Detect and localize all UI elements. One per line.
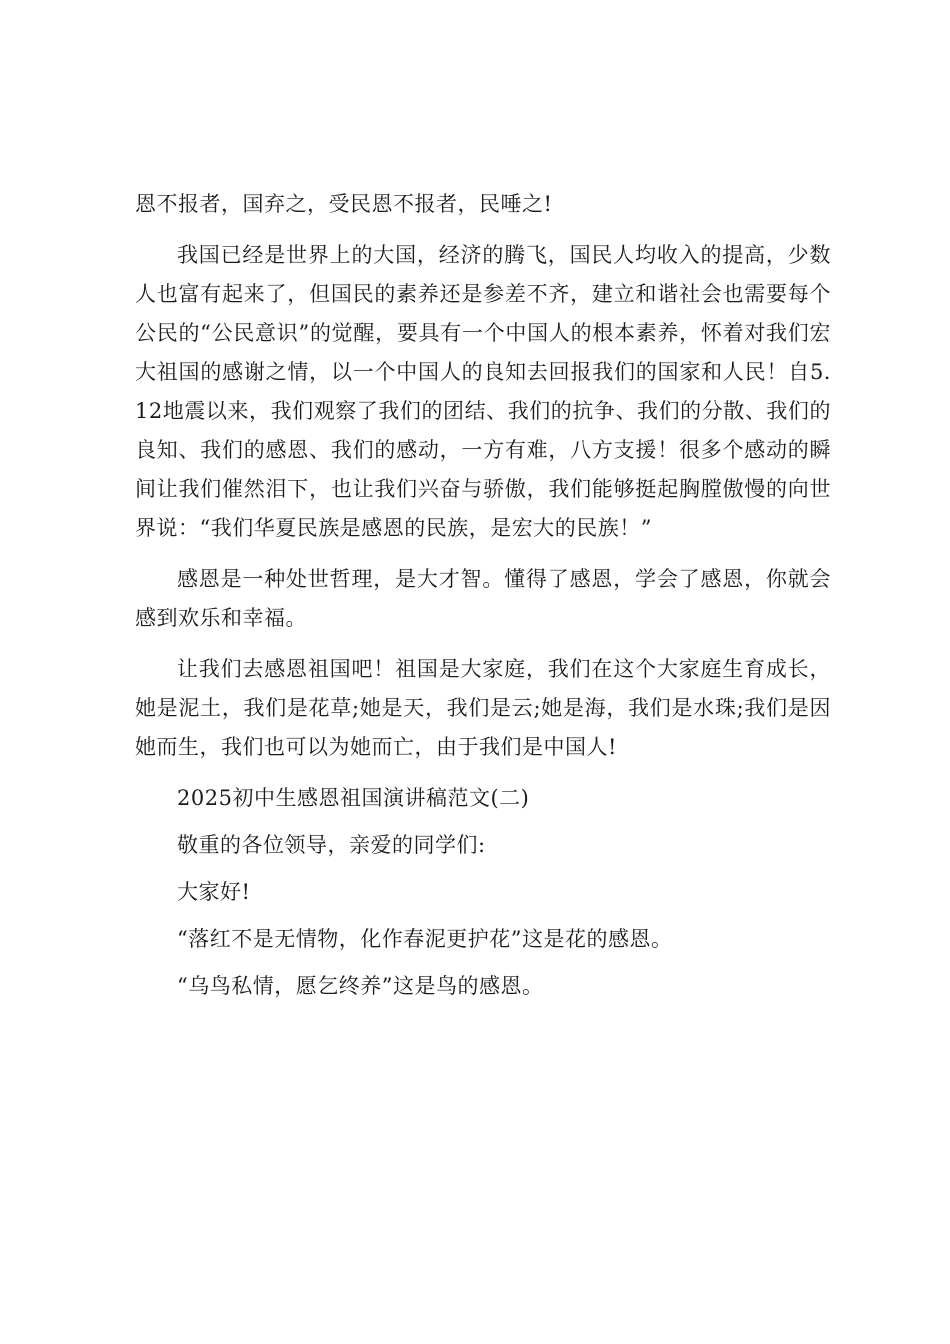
greeting: 大家好! [177, 880, 251, 904]
quote-bird: “乌鸟私情，愿乞终养”这是鸟的感恩。 [177, 974, 544, 998]
salutation: 敬重的各位领导，亲爱的同学们: [177, 833, 486, 857]
section-heading: 2025初中生感恩祖国演讲稿范文(二) [177, 786, 530, 810]
paragraph-continuation: 恩不报者，国弃之，受民恩不报者，民唾之! [135, 192, 553, 216]
paragraph-thank-motherland: 让我们去感恩祖国吧！祖国是大家庭，我们在这个大家庭生育成长，她是泥土，我们是花草;她是天，我们是云;她是海，我们是水珠;我们是因她而生，我们也可以为她而亡，由于我们是中国人! [135, 657, 831, 759]
quote-flower: “落红不是无情物，化作春泥更护花”这是花的感恩。 [177, 927, 673, 951]
paragraph-national-quality: 我国已经是世界上的大国，经济的腾飞，国民人均收入的提高，少数人也富有起来了，但国民的素养还是参差不齐，建立和谐社会也需要每个公民的“公民意识”的觉醒，要具有一个中国人的根本素养，怀着对我们宏大祖国的感谢之情，以一个中国人的良知去回报我们的国家和人民！自5.12地震以来，我们观察了我们的团结、我们的抗争、我们的分散、我们的良知、我们的感恩、我们的感动，一方有难，八方支援！很多个感动的瞬间让我们催然泪下，也让我们兴奋与骄傲，我们能够挺起胸膛傲慢的向世界说：“我们华夏民族是感恩的民族，是宏大的民族！” [135, 243, 831, 540]
paragraph-gratitude-philosophy: 感恩是一种处世哲理，是大才智。懂得了感恩，学会了感恩，你就会感到欢乐和幸福。 [135, 567, 831, 630]
document-body [135, 185, 831, 1006]
